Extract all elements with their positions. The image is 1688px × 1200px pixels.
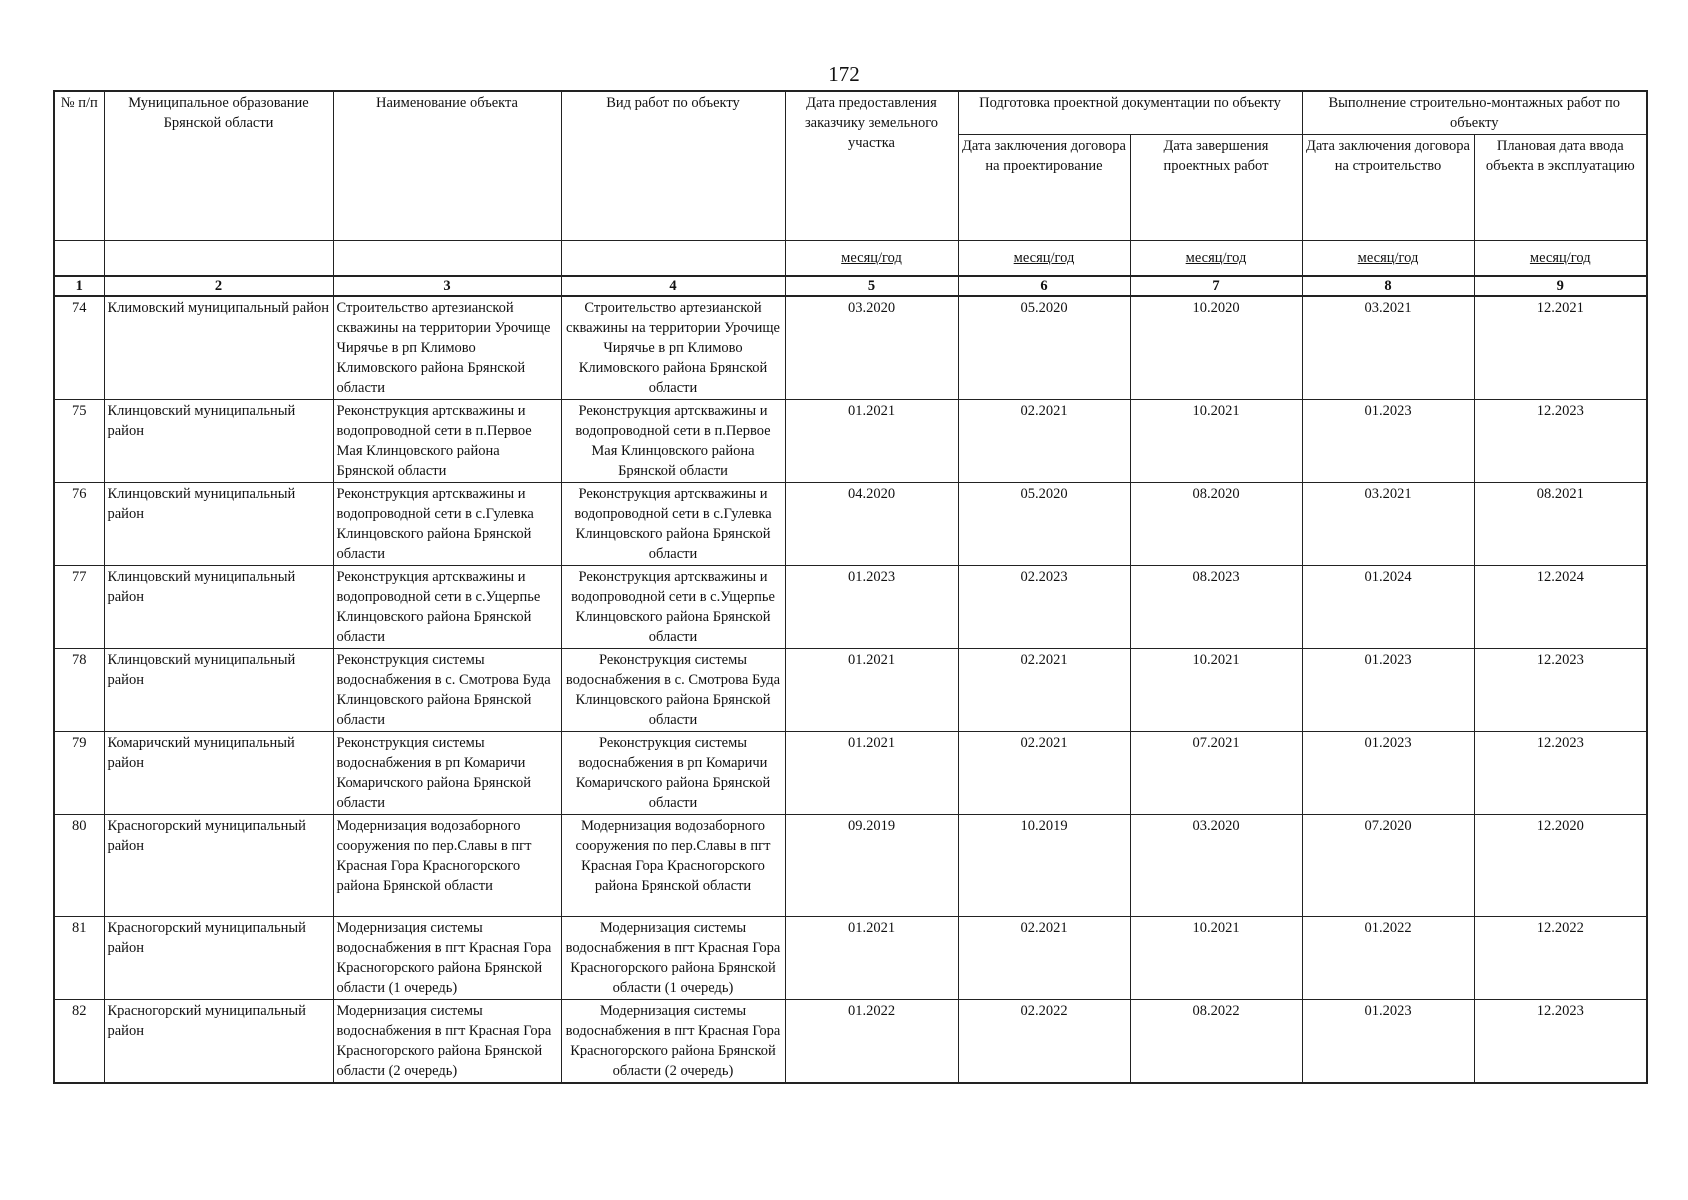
header-unit-empty	[333, 241, 561, 277]
header-work-type: Вид работ по объекту	[561, 91, 785, 241]
design-finish-date-cell: 07.2021	[1130, 732, 1302, 815]
table-row	[54, 732, 1647, 815]
object-cell: Реконструкция артскважины и водопроводной сети в с.Гулевка Клинцовского района Брянской области	[333, 483, 561, 566]
commissioning-date-cell: 12.2023	[1474, 400, 1647, 483]
work-type-cell: Модернизация системы водоснабжения в пгт Красная Гора Красногорского района Брянской области (1 очередь)	[561, 917, 785, 1000]
work-type-cell: Реконструкция артскважины и водопроводной сети в с.Гулевка Клинцовского района Брянской области	[561, 483, 785, 566]
table-row	[54, 649, 1647, 732]
object-cell: Модернизация системы водоснабжения в пгт Красная Гора Красногорского района Брянской области (1 очередь)	[333, 917, 561, 1000]
land-date-cell: 01.2021	[785, 732, 958, 815]
municipality-cell: Клинцовский муниципальный район	[104, 483, 333, 566]
land-date-cell: 01.2021	[785, 400, 958, 483]
header-unit-empty	[561, 241, 785, 277]
municipality-cell: Комаричский муниципальный район	[104, 732, 333, 815]
land-date-cell: 01.2022	[785, 1000, 958, 1084]
construction-contract-date-cell: 07.2020	[1302, 815, 1474, 917]
design-finish-date-cell: 08.2022	[1130, 1000, 1302, 1084]
design-finish-date-cell: 08.2020	[1130, 483, 1302, 566]
unit-label: месяц/год	[1357, 250, 1419, 266]
header-unit-empty	[104, 241, 333, 277]
design-finish-date-cell: 08.2023	[1130, 566, 1302, 649]
construction-contract-date-cell: 01.2023	[1302, 649, 1474, 732]
municipality-cell: Красногорский муниципальный район	[104, 1000, 333, 1084]
unit-label: месяц/год	[1185, 250, 1247, 266]
commissioning-date-cell: 12.2022	[1474, 917, 1647, 1000]
construction-contract-date-cell: 03.2021	[1302, 483, 1474, 566]
header-unit	[1130, 241, 1302, 277]
unit-label: месяц/год	[1013, 250, 1075, 266]
table-row	[54, 566, 1647, 649]
land-date-cell: 01.2023	[785, 566, 958, 649]
construction-contract-date-cell: 01.2023	[1302, 400, 1474, 483]
row-number: 80	[54, 815, 104, 917]
design-contract-date-cell: 10.2019	[958, 815, 1130, 917]
object-cell: Модернизация системы водоснабжения в пгт Красная Гора Красногорского района Брянской области (2 очередь)	[333, 1000, 561, 1084]
land-date-cell: 09.2019	[785, 815, 958, 917]
object-cell: Реконструкция артскважины и водопроводной сети в п.Первое Мая Клинцовского района Брянской области	[333, 400, 561, 483]
table-row	[54, 296, 1647, 400]
object-cell: Реконструкция системы водоснабжения в рп Комаричи Комаричского района Брянской области	[333, 732, 561, 815]
land-date-cell: 01.2021	[785, 649, 958, 732]
header-unit	[1302, 241, 1474, 277]
header-unit	[1474, 241, 1647, 277]
commissioning-date-cell: 12.2023	[1474, 649, 1647, 732]
commissioning-date-cell: 12.2021	[1474, 296, 1647, 400]
design-contract-date-cell: 02.2023	[958, 566, 1130, 649]
municipality-cell: Клинцовский муниципальный район	[104, 400, 333, 483]
work-type-cell: Реконструкция артскважины и водопроводной сети в п.Первое Мая Клинцовского района Брянской области	[561, 400, 785, 483]
municipality-cell: Клинцовский муниципальный район	[104, 649, 333, 732]
column-number: 6	[958, 276, 1130, 296]
land-date-cell: 04.2020	[785, 483, 958, 566]
table-row	[54, 815, 1647, 917]
row-number: 82	[54, 1000, 104, 1084]
header-design-finish-date: Дата завершения проектных работ	[1130, 135, 1302, 241]
table-row	[54, 483, 1647, 566]
construction-contract-date-cell: 01.2023	[1302, 1000, 1474, 1084]
design-finish-date-cell: 03.2020	[1130, 815, 1302, 917]
header-group-construction: Выполнение строительно-монтажных работ по объекту	[1302, 91, 1647, 135]
work-type-cell: Модернизация водозаборного сооружения по пер.Славы в пгт Красная Гора Красногорского района Брянской области	[561, 815, 785, 917]
table-row	[54, 1000, 1647, 1084]
header-municipality: Муниципальное образование Брянской области	[104, 91, 333, 241]
design-contract-date-cell: 02.2021	[958, 400, 1130, 483]
row-number: 81	[54, 917, 104, 1000]
municipality-cell: Клинцовский муниципальный район	[104, 566, 333, 649]
row-number: 75	[54, 400, 104, 483]
column-number: 4	[561, 276, 785, 296]
construction-contract-date-cell: 01.2024	[1302, 566, 1474, 649]
header-land-date: Дата предоставления заказчику земельного участка	[785, 91, 958, 241]
commissioning-date-cell: 12.2023	[1474, 732, 1647, 815]
column-number: 3	[333, 276, 561, 296]
work-type-cell: Реконструкция системы водоснабжения в рп Комаричи Комаричского района Брянской области	[561, 732, 785, 815]
municipality-cell: Климовский муниципальный район	[104, 296, 333, 400]
work-type-cell: Строительство артезианской скважины на территории Урочище Чирячье в рп Климово Климовского района Брянской области	[561, 296, 785, 400]
work-type-cell: Реконструкция артскважины и водопроводной сети в с.Ущерпье Клинцовского района Брянской области	[561, 566, 785, 649]
object-cell: Реконструкция системы водоснабжения в с. Смотрова Буда Клинцовского района Брянской области	[333, 649, 561, 732]
row-number: 76	[54, 483, 104, 566]
construction-contract-date-cell: 01.2022	[1302, 917, 1474, 1000]
commissioning-date-cell: 12.2023	[1474, 1000, 1647, 1084]
column-number: 2	[104, 276, 333, 296]
work-type-cell: Реконструкция системы водоснабжения в с. Смотрова Буда Клинцовского района Брянской области	[561, 649, 785, 732]
header-commissioning-date: Плановая дата ввода объекта в эксплуатацию	[1474, 135, 1647, 241]
row-number: 74	[54, 296, 104, 400]
land-date-cell: 03.2020	[785, 296, 958, 400]
column-number: 9	[1474, 276, 1647, 296]
column-number: 8	[1302, 276, 1474, 296]
table-row	[54, 917, 1647, 1000]
design-finish-date-cell: 10.2021	[1130, 649, 1302, 732]
header-construction-contract-date: Дата заключения договора на строительство	[1302, 135, 1474, 241]
design-contract-date-cell: 02.2021	[958, 649, 1130, 732]
work-type-cell: Модернизация системы водоснабжения в пгт Красная Гора Красногорского района Брянской области (2 очередь)	[561, 1000, 785, 1084]
row-number: 77	[54, 566, 104, 649]
commissioning-date-cell: 08.2021	[1474, 483, 1647, 566]
construction-contract-date-cell: 01.2023	[1302, 732, 1474, 815]
commissioning-date-cell: 12.2024	[1474, 566, 1647, 649]
header-object: Наименование объекта	[333, 91, 561, 241]
column-number: 1	[54, 276, 104, 296]
header-design-contract-date: Дата заключения договора на проектирование	[958, 135, 1130, 241]
column-number: 7	[1130, 276, 1302, 296]
object-cell: Реконструкция артскважины и водопроводной сети в с.Ущерпье Клинцовского района Брянской области	[333, 566, 561, 649]
page-number: 172	[828, 62, 860, 86]
design-contract-date-cell: 02.2022	[958, 1000, 1130, 1084]
header-unit	[785, 241, 958, 277]
header-unit	[958, 241, 1130, 277]
column-number: 5	[785, 276, 958, 296]
design-finish-date-cell: 10.2020	[1130, 296, 1302, 400]
object-cell: Модернизация водозаборного сооружения по пер.Славы в пгт Красная Гора Красногорского района Брянской области	[333, 815, 561, 917]
design-finish-date-cell: 10.2021	[1130, 917, 1302, 1000]
row-number: 78	[54, 649, 104, 732]
header-group-design: Подготовка проектной документации по объекту	[958, 91, 1302, 135]
header-unit-empty	[54, 241, 104, 277]
commissioning-date-cell: 12.2020	[1474, 815, 1647, 917]
object-cell: Строительство артезианской скважины на территории Урочище Чирячье в рп Климово Климовского района Брянской области	[333, 296, 561, 400]
municipality-cell: Красногорский муниципальный район	[104, 917, 333, 1000]
land-date-cell: 01.2021	[785, 917, 958, 1000]
design-contract-date-cell: 05.2020	[958, 296, 1130, 400]
design-contract-date-cell: 02.2021	[958, 917, 1130, 1000]
table-row	[54, 400, 1647, 483]
design-finish-date-cell: 10.2021	[1130, 400, 1302, 483]
design-contract-date-cell: 05.2020	[958, 483, 1130, 566]
design-contract-date-cell: 02.2021	[958, 732, 1130, 815]
row-number: 79	[54, 732, 104, 815]
municipality-cell: Красногорский муниципальный район	[104, 815, 333, 917]
header-number: № п/п	[54, 91, 104, 241]
unit-label: месяц/год	[841, 250, 902, 266]
construction-contract-date-cell: 03.2021	[1302, 296, 1474, 400]
objects-schedule-table	[53, 90, 1648, 1084]
unit-label: месяц/год	[1529, 250, 1591, 266]
